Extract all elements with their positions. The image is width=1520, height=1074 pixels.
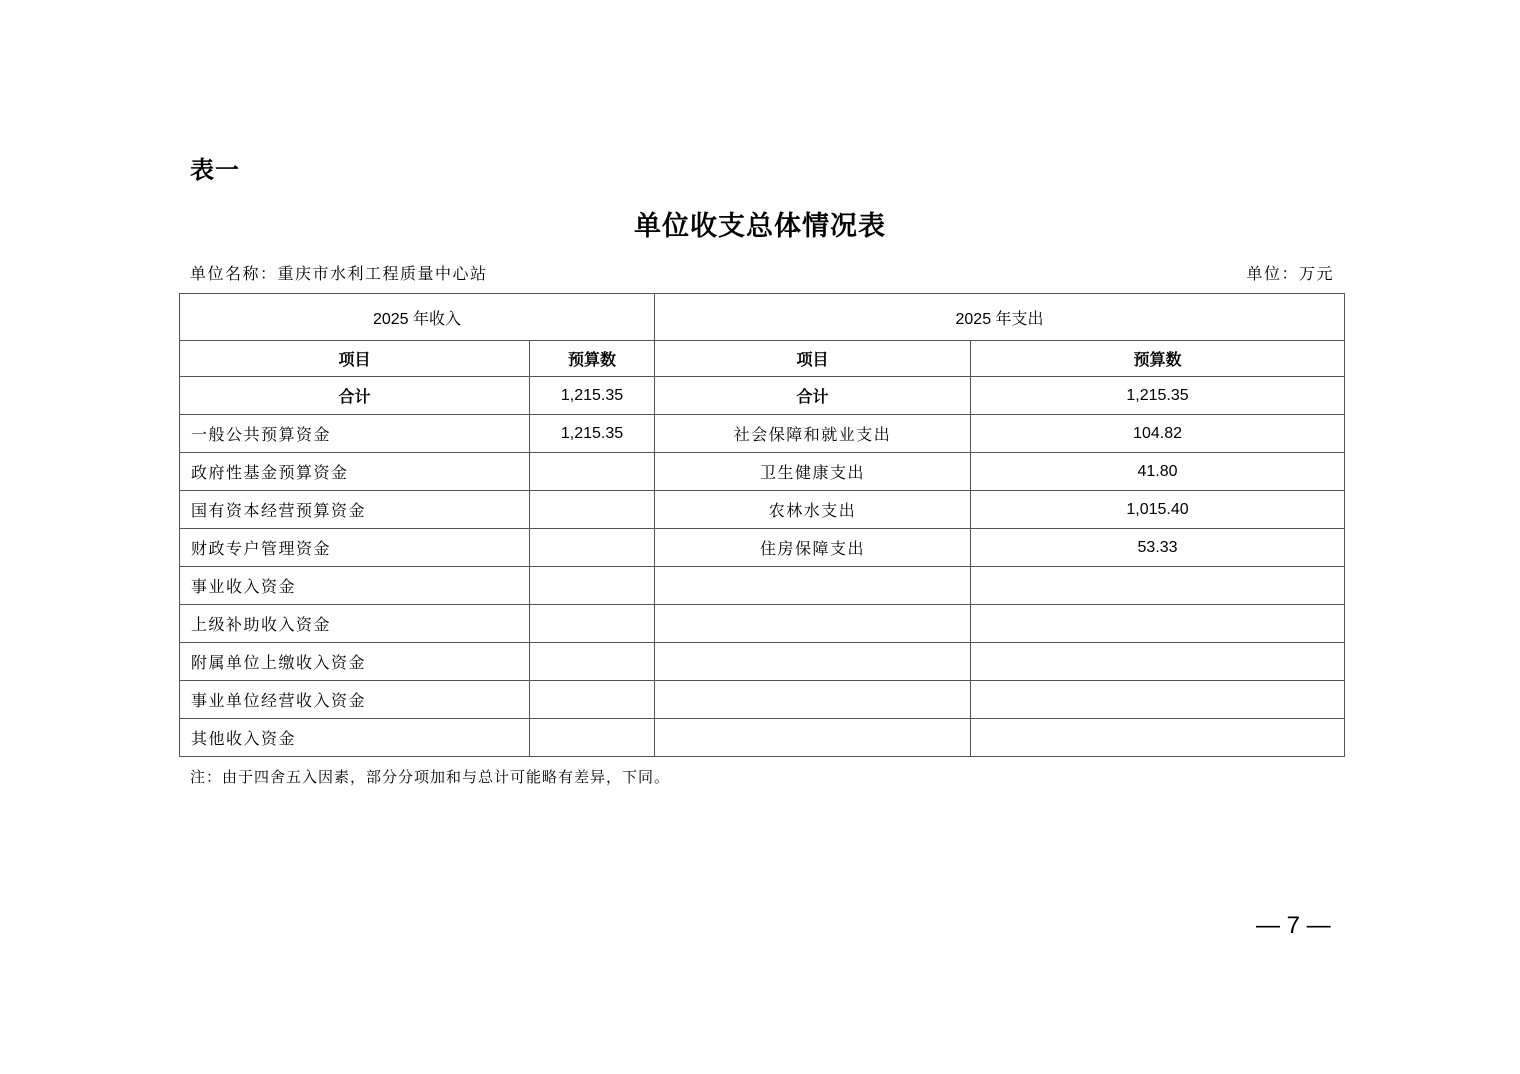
income-item: 上级补助收入资金 <box>180 605 530 643</box>
budget-table <box>179 293 1345 757</box>
income-item: 事业收入资金 <box>180 567 530 605</box>
expense-total-label: 合计 <box>655 377 971 415</box>
income-value <box>530 529 655 567</box>
income-value <box>530 567 655 605</box>
header-row-year <box>180 294 1345 341</box>
table-label: 表一 <box>190 156 240 184</box>
income-value <box>530 491 655 529</box>
income-value <box>530 453 655 491</box>
income-item: 其他收入资金 <box>180 719 530 757</box>
income-budget-column-header: 预算数 <box>530 341 655 377</box>
table-row <box>180 453 1345 491</box>
income-value: 1,215.35 <box>530 415 655 453</box>
footnote: 注：由于四舍五入因素，部分分项加和与总计可能略有差异，下同。 <box>190 768 671 786</box>
table-row <box>180 491 1345 529</box>
table-row <box>180 719 1345 757</box>
table-row <box>180 415 1345 453</box>
income-item-column-header: 项目 <box>180 341 530 377</box>
expense-item <box>655 567 971 605</box>
income-item: 财政专户管理资金 <box>180 529 530 567</box>
page-number: — 7 — <box>1256 912 1331 939</box>
income-value <box>530 605 655 643</box>
expense-item <box>655 719 971 757</box>
expense-item: 农林水支出 <box>655 491 971 529</box>
income-total-label: 合计 <box>180 377 530 415</box>
total-row <box>180 377 1345 415</box>
expense-value <box>971 605 1345 643</box>
expense-value <box>971 643 1345 681</box>
income-header: 2025 年收入 <box>180 294 655 341</box>
expense-value: 104.82 <box>971 415 1345 453</box>
expense-total-value: 1,215.35 <box>971 377 1345 415</box>
income-value <box>530 643 655 681</box>
expense-value <box>971 719 1345 757</box>
table-row <box>180 605 1345 643</box>
expense-item: 社会保障和就业支出 <box>655 415 971 453</box>
expense-item <box>655 643 971 681</box>
expense-value: 41.80 <box>971 453 1345 491</box>
income-value <box>530 681 655 719</box>
expense-item-column-header: 项目 <box>655 341 971 377</box>
expense-item: 卫生健康支出 <box>655 453 971 491</box>
table-row <box>180 681 1345 719</box>
expense-header: 2025 年支出 <box>655 294 1345 341</box>
expense-budget-column-header: 预算数 <box>971 341 1345 377</box>
document-title: 单位收支总体情况表 <box>634 211 886 242</box>
expense-value: 1,015.40 <box>971 491 1345 529</box>
income-item: 附属单位上缴收入资金 <box>180 643 530 681</box>
expense-value <box>971 567 1345 605</box>
expense-item: 住房保障支出 <box>655 529 971 567</box>
expense-item <box>655 605 971 643</box>
table-row <box>180 643 1345 681</box>
currency-unit: 单位：万元 <box>1246 264 1334 283</box>
table-row <box>180 529 1345 567</box>
table-row <box>180 567 1345 605</box>
income-item: 一般公共预算资金 <box>180 415 530 453</box>
income-total-value: 1,215.35 <box>530 377 655 415</box>
expense-value <box>971 681 1345 719</box>
header-row-columns <box>180 341 1345 377</box>
income-item: 事业单位经营收入资金 <box>180 681 530 719</box>
expense-item <box>655 681 971 719</box>
income-item: 政府性基金预算资金 <box>180 453 530 491</box>
expense-value: 53.33 <box>971 529 1345 567</box>
unit-name: 单位名称：重庆市水利工程质量中心站 <box>190 264 488 283</box>
income-value <box>530 719 655 757</box>
income-item: 国有资本经营预算资金 <box>180 491 530 529</box>
